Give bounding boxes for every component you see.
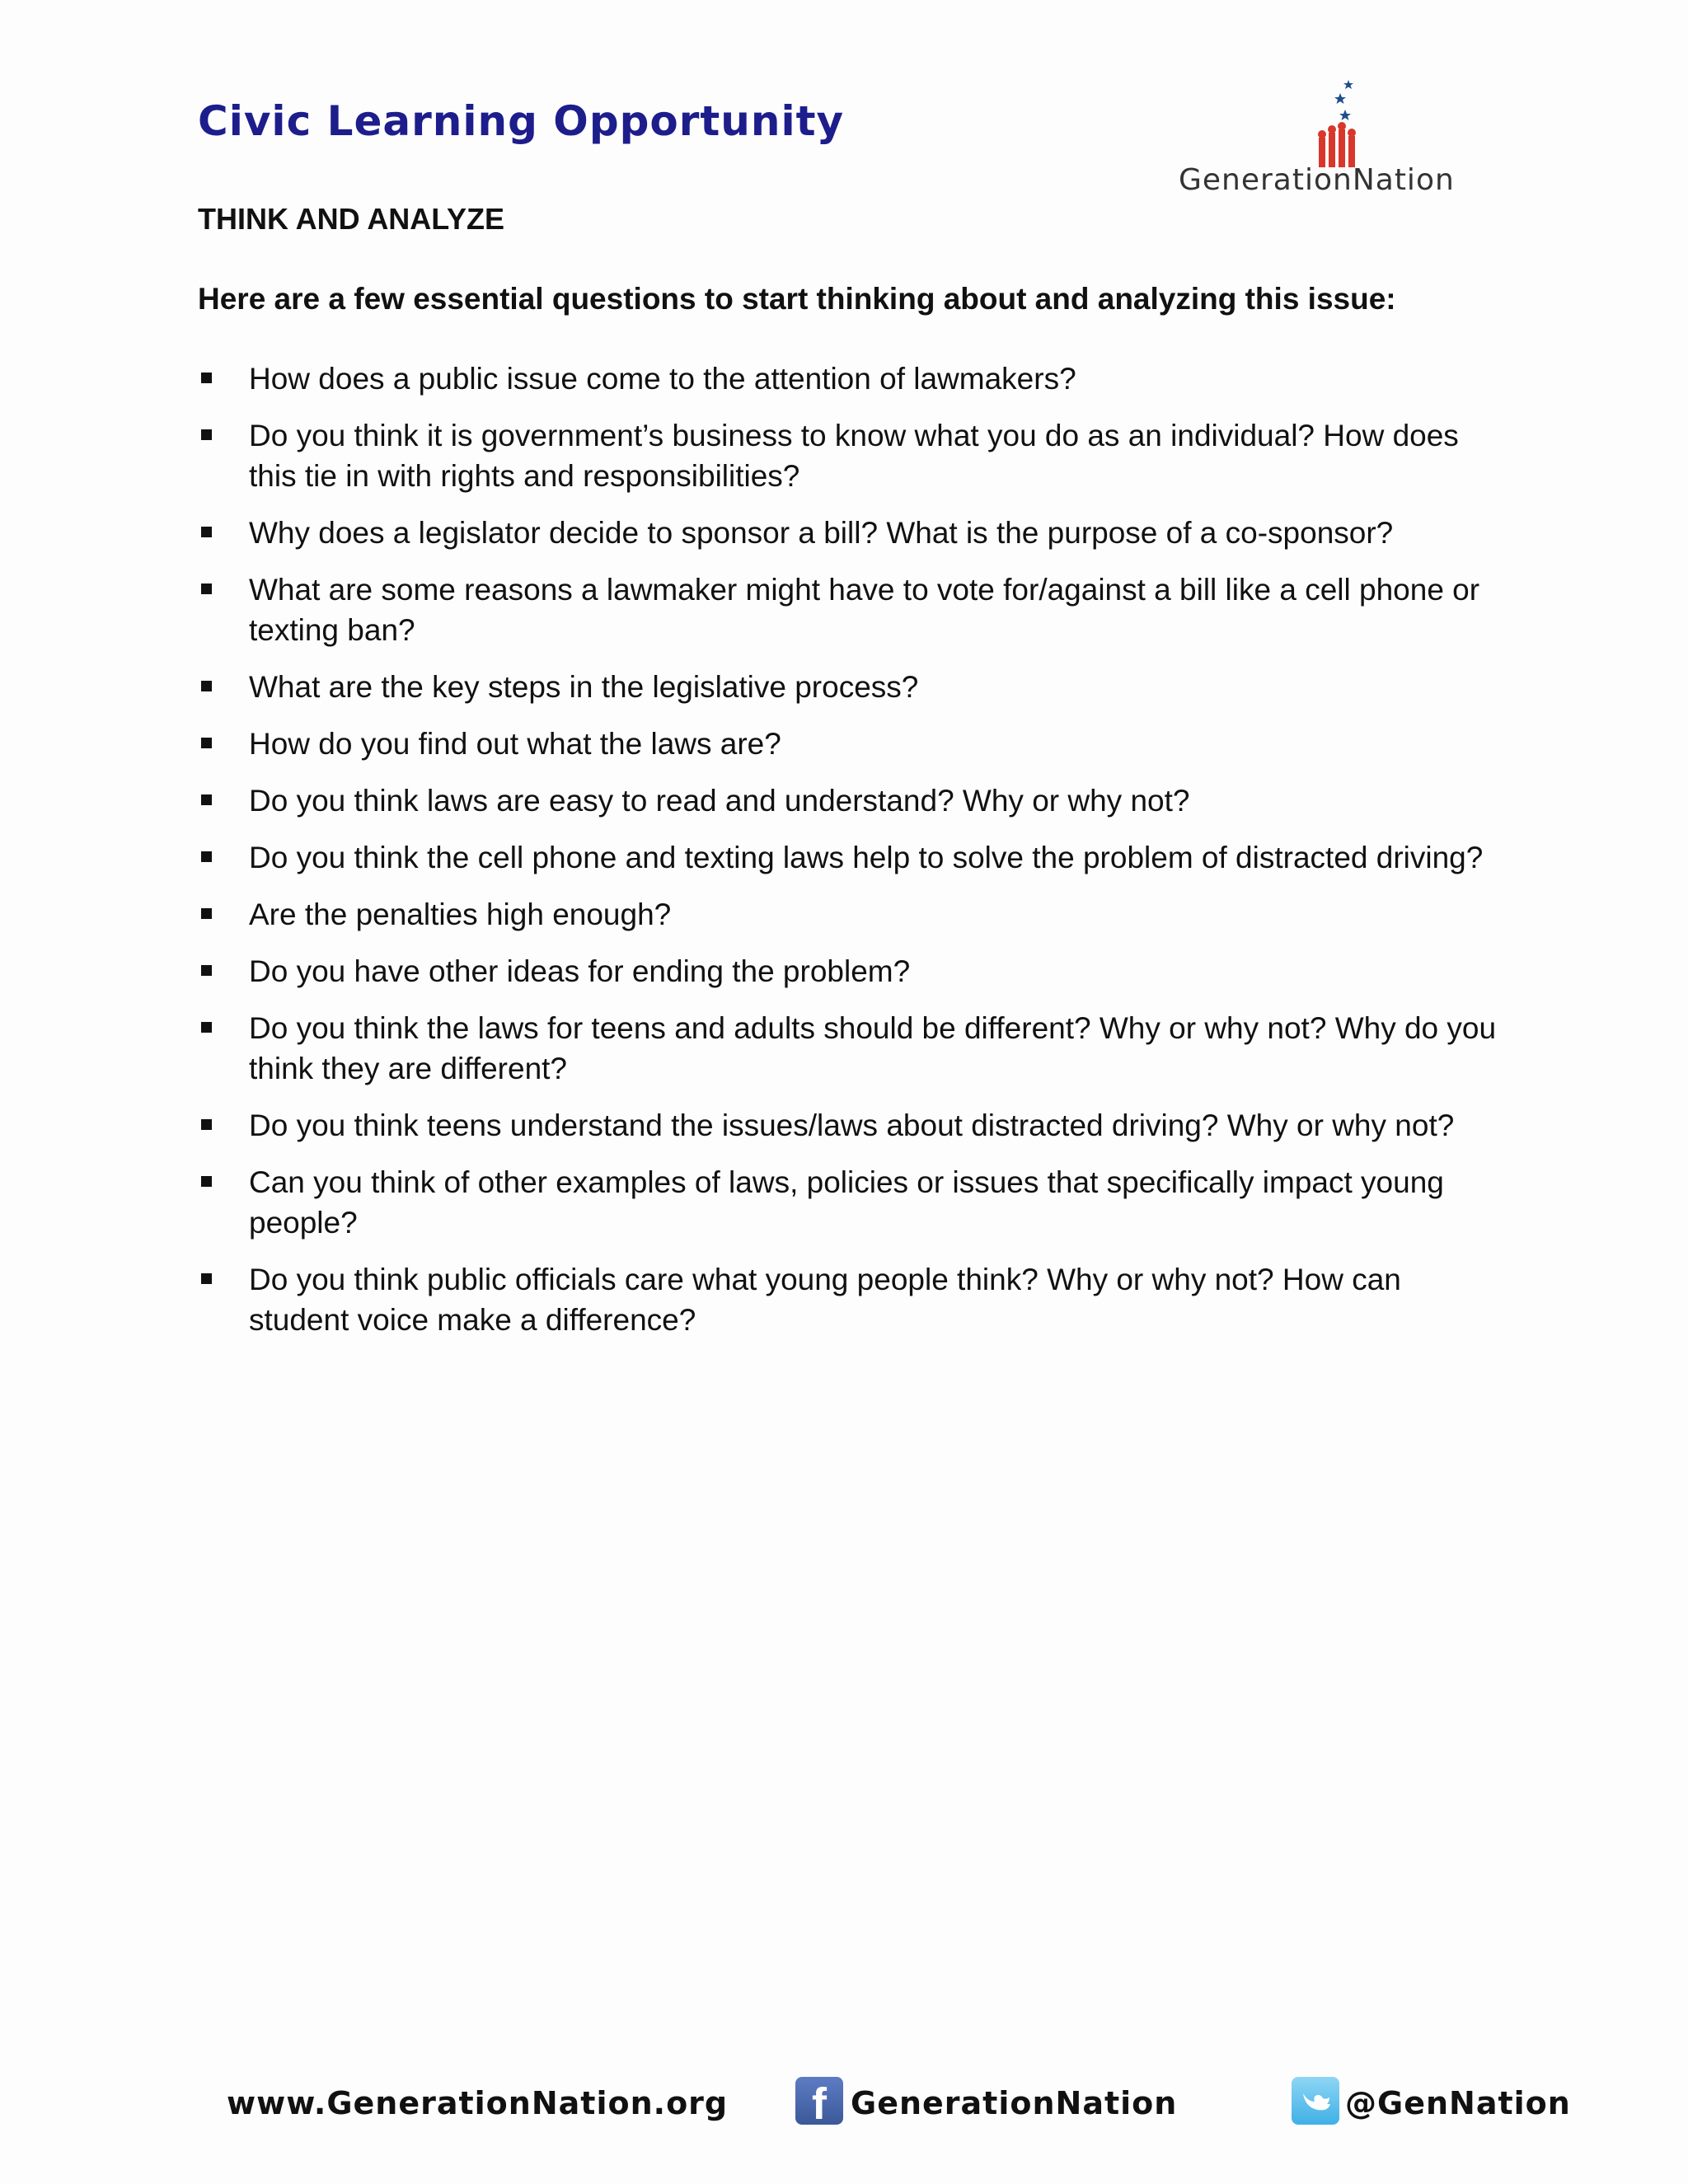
- section-heading: THINK AND ANALYZE: [198, 202, 505, 236]
- page-title: Civic Learning Opportunity: [198, 97, 845, 145]
- bullet-icon: [201, 1176, 212, 1187]
- logo-text: GenerationNation: [1179, 163, 1455, 197]
- twitter-handle[interactable]: @GenNation: [1345, 2085, 1571, 2121]
- question-text: Do you think teens understand the issues/laws about distracted driving? Why or why not?: [249, 1108, 1455, 1142]
- bullet-icon: [201, 965, 212, 976]
- question-text: Do you think the laws for teens and adults should be different? Why or why not? Why do you think they are different?: [249, 1011, 1497, 1085]
- intro-text: Here are a few essential questions to start thinking about and analyzing this issue:: [198, 282, 1396, 316]
- bullet-icon: [201, 373, 212, 383]
- question-item: [198, 569, 1500, 650]
- bullet-icon: [201, 1273, 212, 1284]
- logo-hands-stars-icon: [1311, 78, 1368, 169]
- question-text: Do you think laws are easy to read and understand? Why or why not?: [249, 784, 1190, 818]
- question-item: [198, 951, 1500, 991]
- bullet-icon: [201, 429, 212, 440]
- question-text: Do you have other ideas for ending the problem?: [249, 954, 911, 988]
- bullet-icon: [201, 738, 212, 748]
- question-item: [198, 780, 1500, 821]
- question-text: Why does a legislator decide to sponsor a bill? What is the purpose of a co-sponsor?: [249, 516, 1394, 550]
- question-item: [198, 359, 1500, 399]
- bullet-icon: [201, 1119, 212, 1130]
- question-item: [198, 1259, 1500, 1340]
- generation-nation-logo: [1179, 78, 1459, 202]
- facebook-icon[interactable]: f: [795, 2077, 843, 2125]
- footer: [0, 2069, 1688, 2135]
- bullet-icon: [201, 794, 212, 805]
- question-text: How does a public issue come to the attention of lawmakers?: [249, 362, 1076, 396]
- facebook-link[interactable]: GenerationNation: [851, 2085, 1178, 2121]
- bullet-icon: [201, 681, 212, 691]
- question-text: Do you think the cell phone and texting laws help to solve the problem of distracted driving?: [249, 841, 1484, 874]
- bullet-icon: [201, 1022, 212, 1033]
- website-link[interactable]: www.GenerationNation.org: [227, 2085, 729, 2121]
- question-item: [198, 837, 1500, 878]
- bullet-icon: [201, 908, 212, 919]
- question-text: How do you find out what the laws are?: [249, 727, 781, 761]
- bullet-icon: [201, 583, 212, 594]
- question-item: [198, 1008, 1500, 1089]
- question-text: Are the penalties high enough?: [249, 898, 672, 931]
- question-text: What are the key steps in the legislative process?: [249, 670, 919, 704]
- bullet-icon: [201, 851, 212, 862]
- question-item: [198, 415, 1500, 496]
- question-list: [198, 359, 1500, 1357]
- question-item: [198, 1162, 1500, 1243]
- question-item: [198, 667, 1500, 707]
- question-item: [198, 724, 1500, 764]
- bullet-icon: [201, 527, 212, 537]
- question-item: [198, 894, 1500, 935]
- question-item: [198, 513, 1500, 553]
- question-text: Do you think it is government’s business to know what you do as an individual? How does this tie in with rights and responsibilities?: [249, 419, 1459, 493]
- question-text: Can you think of other examples of laws, policies or issues that specifically impact young people?: [249, 1165, 1444, 1240]
- question-item: [198, 1105, 1500, 1146]
- question-text: Do you think public officials care what young people think? Why or why not? How can student voice make a difference?: [249, 1263, 1401, 1337]
- twitter-icon[interactable]: [1292, 2077, 1339, 2125]
- question-text: What are some reasons a lawmaker might have to vote for/against a bill like a cell phone or texting ban?: [249, 573, 1480, 647]
